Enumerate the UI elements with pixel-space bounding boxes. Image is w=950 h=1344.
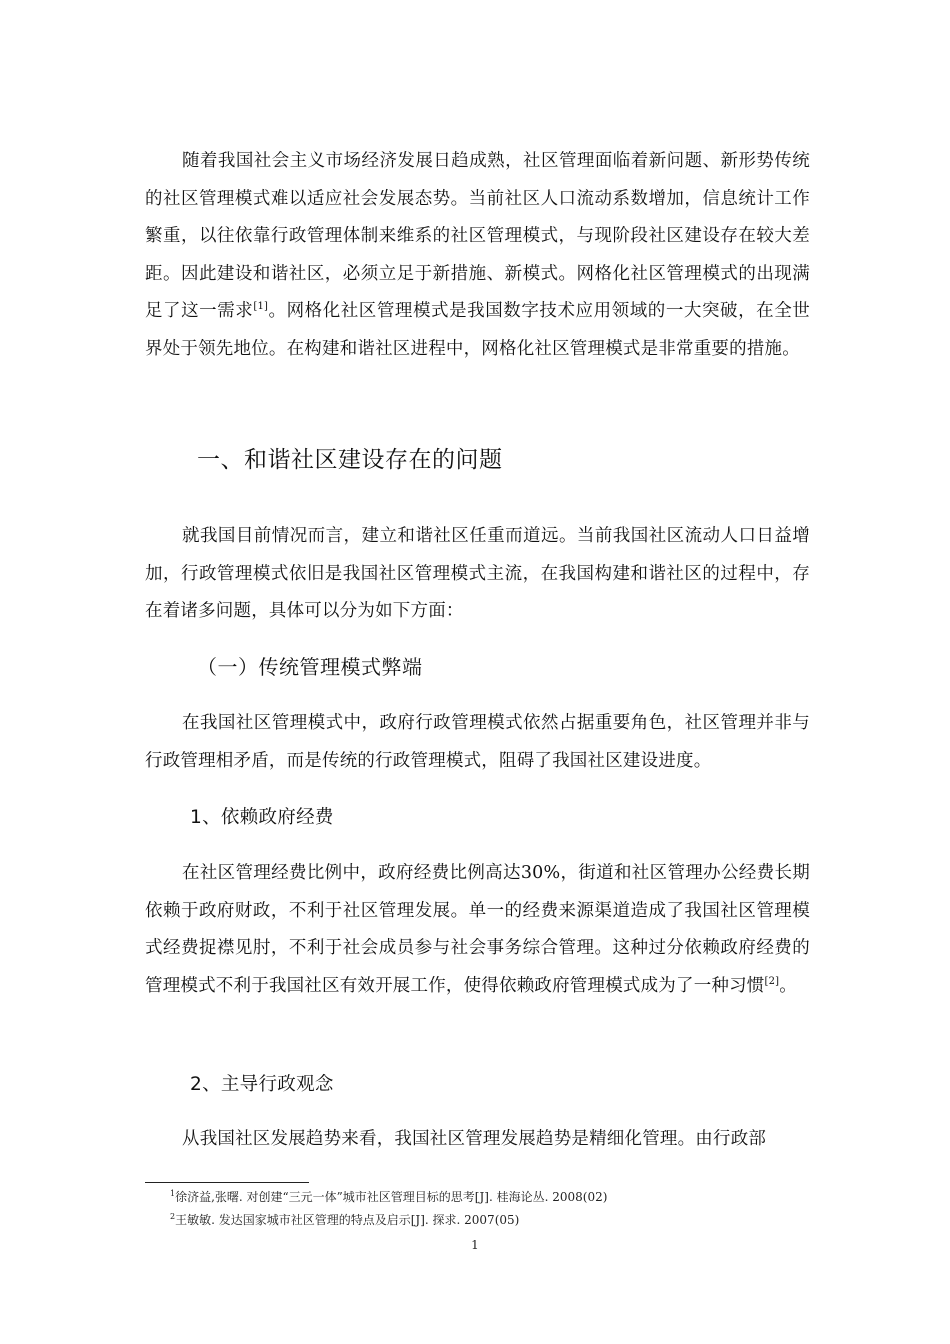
footnote-1 bbox=[170, 1188, 607, 1206]
footnote-mark-2: 2 bbox=[170, 1212, 176, 1221]
footnote-text-2: 王敏敏. 发达国家城市社区管理的特点及启示[J]. 探求. 2007(05) bbox=[175, 1213, 520, 1227]
item-paragraph-2: 从我国社区发展趋势来看，我国社区管理发展趋势是精细化管理。由行政部 bbox=[182, 1129, 767, 1149]
footnote-divider bbox=[145, 1182, 309, 1183]
item-paragraph-1 bbox=[145, 855, 810, 1005]
page-number: 1 bbox=[471, 1238, 479, 1252]
section-paragraph: 就我国目前情况而言，建立和谐社区任重而道远。当前我国社区流动人口日益增加，行政管理模式依旧是我国社区管理模式主流，在我国构建和谐社区的过程中，存在着诸多问题，具体可以分为如下方面： bbox=[145, 526, 810, 621]
item-1-text: 在社区管理经费比例中，政府经费比例高达30%，街道和社区管理办公经费长期依赖于政府财政，不利于社区管理发展。单一的经费来源渠道造成了我国社区管理模式经费捉襟见肘，不利于社会成员参与社会事务综合管理。这种过分依赖政府经费的管理模式不利于我国社区有效开展工作，使得依赖政府管理模式成为了一种习惯 bbox=[145, 863, 810, 996]
citation-ref-2[interactable]: [2] bbox=[764, 975, 780, 987]
item-heading-2: 2、主导行政观念 bbox=[190, 1074, 334, 1095]
citation-ref-1[interactable]: [1] bbox=[253, 301, 269, 312]
intro-text-continued: 。网格化社区管理模式是我国数字技术应用领域的一大突破，在全世界处于领先地位。在构建和谐社区进程中，网格化社区管理模式是非常重要的措施。 bbox=[145, 301, 810, 359]
section-heading: 一、和谐社区建设存在的问题 bbox=[197, 447, 503, 473]
footnote-2 bbox=[170, 1211, 519, 1229]
intro-text: 随着我国社会主义市场经济发展日趋成熟，社区管理面临着新问题、新形势传统的社区管理模式难以适应社会发展态势。当前社区人口流动系数增加，信息统计工作繁重，以往依靠行政管理体制来维系的社区管理模式，与现阶段社区建设存在较大差距。因此建设和谐社区，必须立足于新措施、新模式。网格化社区管理模式的出现满足了这一需求 bbox=[145, 151, 810, 321]
subsection-paragraph: 在我国社区管理模式中，政府行政管理模式依然占据重要角色，社区管理并非与行政管理相矛盾，而是传统的行政管理模式，阻碍了我国社区建设进度。 bbox=[145, 713, 810, 771]
item-heading-1: 1、依赖政府经费 bbox=[190, 807, 334, 828]
intro-paragraph bbox=[145, 143, 810, 368]
footnote-mark-1: 1 bbox=[170, 1189, 176, 1198]
footnote-text-1: 徐济益,张曙. 对创建“三元一体”城市社区管理目标的思考[J]. 桂海论丛. 2008(02) bbox=[175, 1190, 608, 1204]
subsection-heading: （一）传统管理模式弊端 bbox=[197, 655, 423, 679]
item-1-text-continued: 。 bbox=[779, 975, 797, 996]
